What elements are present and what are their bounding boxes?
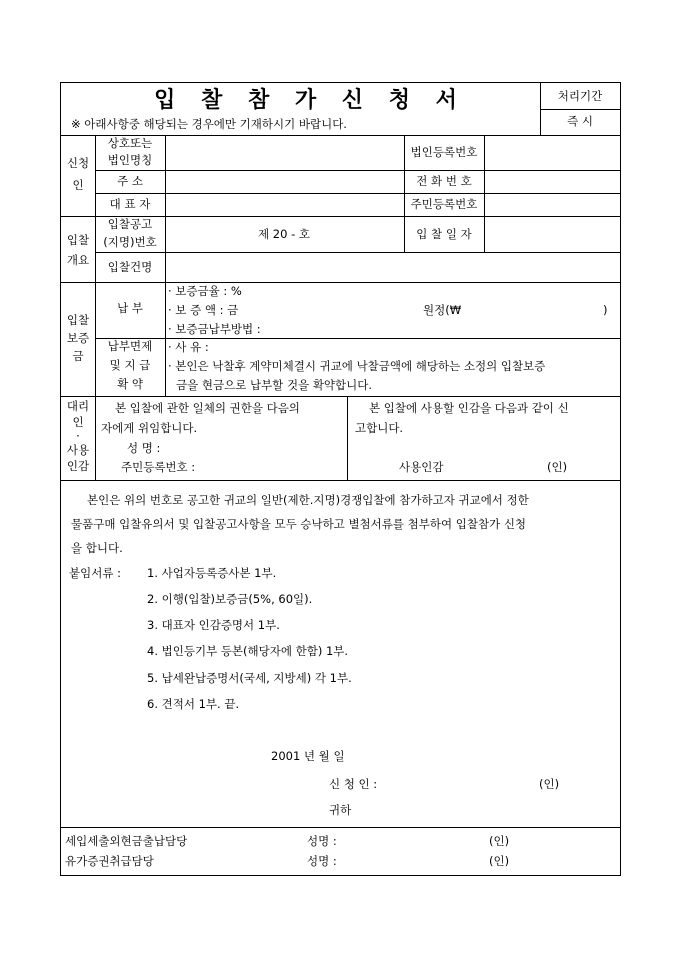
seal-label: 사용인감 xyxy=(399,460,444,474)
officer-label: 유가증권취급담당 xyxy=(65,854,154,868)
deposit-amount-line: · 보 증 액 : 금 xyxy=(168,303,239,317)
divider-footer xyxy=(61,827,620,828)
statement-text: 물품구매 입찰유의서 및 입찰공고사항을 모두 승낙하고 별첨서류를 첨부하여 입찰참가 신청 xyxy=(71,517,527,531)
exemption-label: 확 약 xyxy=(117,377,143,391)
address-label: 주 소 xyxy=(117,174,143,188)
divider xyxy=(95,193,620,194)
addressee: 귀하 xyxy=(329,803,352,817)
payment-label: 납 부 xyxy=(117,301,143,315)
applicant-seal-mark: (인) xyxy=(539,777,560,791)
pledge-line: 금을 현금으로 납부할 것을 확약합니다. xyxy=(176,378,373,392)
proxy-section-label: 사용 xyxy=(66,443,90,457)
delegation-text: 자에게 위임합니다. xyxy=(101,421,198,435)
representative-label: 대 표 자 xyxy=(109,197,151,211)
divider-v xyxy=(95,396,96,480)
pledge-line: · 본인은 낙찰후 계약미체결시 귀교에 낙찰금액에 해당하는 소정의 입찰보증 xyxy=(168,359,546,373)
divider-v xyxy=(484,135,485,252)
date-line: 2001 년 월 일 xyxy=(271,749,345,763)
bid-overview-section-label: 개요 xyxy=(66,253,90,267)
notice-number-value: 제 20 - 호 xyxy=(258,227,310,241)
divider-v xyxy=(95,135,96,396)
officer-name-label: 성명 : xyxy=(307,854,337,868)
application-form xyxy=(60,82,621,876)
applicant-section-label: 신청 xyxy=(66,156,90,170)
attachment-item: 1. 사업자등록증사본 1부. xyxy=(147,566,277,580)
deposit-section-label: 금 xyxy=(72,349,84,363)
divider-v xyxy=(540,83,541,135)
deposit-method-line: · 보증금납부방법 : xyxy=(168,322,261,336)
attachment-item: 6. 견적서 1부. 끝. xyxy=(147,697,240,711)
divider-v xyxy=(165,135,166,396)
officer-seal-mark: (인) xyxy=(489,854,510,868)
proxy-resident-no-label: 주민등록번호 : xyxy=(121,460,196,474)
deposit-section-label: 보증 xyxy=(66,331,90,345)
attachment-item: 4. 법인등기부 등본(해당자에 한함) 1부. xyxy=(147,644,349,658)
deposit-amount-close: ) xyxy=(603,303,608,317)
divider xyxy=(95,338,620,339)
deposit-amount-won: 원정(₩ xyxy=(423,303,462,317)
statement-text: 본인은 위의 번호로 공고한 귀교의 일반(제한.지명)경쟁입찰에 참가하고자 귀교에서 정한 xyxy=(87,493,529,507)
statement-text: 을 합니다. xyxy=(71,541,123,555)
attachment-item: 3. 대표자 인감증명서 1부. xyxy=(147,618,280,632)
company-name-label: 상호또는 xyxy=(107,136,153,150)
attachment-item: 5. 납세완납증명서(국세, 지방세) 각 1부. xyxy=(147,671,352,685)
form-title: 입 찰 참 가 신 청 서 xyxy=(154,87,466,113)
divider xyxy=(95,252,620,253)
divider-v xyxy=(347,396,348,480)
processing-period-label: 처리기간 xyxy=(557,89,603,103)
divider xyxy=(61,396,620,397)
attachment-item: 2. 이행(입찰)보증금(5%, 60일). xyxy=(147,592,313,606)
applicant-section-label: 인 xyxy=(72,178,84,192)
seal-mark: (인) xyxy=(547,460,568,474)
notice-number-label: 입찰공고 xyxy=(107,217,153,231)
processing-period-value: 즉 시 xyxy=(567,114,593,128)
phone-label: 전 화 번 호 xyxy=(416,174,472,188)
reason-line: · 사 유 : xyxy=(168,340,209,354)
divider xyxy=(61,480,620,481)
divider-processing xyxy=(540,109,620,110)
proxy-name-label: 성 명 : xyxy=(127,441,161,455)
proxy-section-label: 인감 xyxy=(66,459,90,473)
corp-reg-no-label: 법인등록번호 xyxy=(410,145,478,159)
bid-name-label: 입찰건명 xyxy=(107,260,153,274)
applicant-signature-label: 신 청 인 : xyxy=(329,777,378,791)
exemption-label: 및 지 급 xyxy=(109,358,151,372)
proxy-section-label: 인 xyxy=(72,415,84,429)
divider xyxy=(61,282,620,283)
divider xyxy=(95,170,620,171)
seal-declaration-text: 고합니다. xyxy=(355,421,404,435)
bid-overview-section-label: 입찰 xyxy=(66,233,90,247)
officer-seal-mark: (인) xyxy=(489,834,510,848)
delegation-text: 본 입찰에 관한 일체의 권한을 다음의 xyxy=(115,401,300,415)
proxy-section-label: · xyxy=(76,429,80,443)
divider-v xyxy=(404,135,405,252)
company-name-label: 법인명칭 xyxy=(107,153,153,167)
notice-number-label: (지명)번호 xyxy=(103,235,157,249)
resident-reg-no-label: 주민등록번호 xyxy=(410,197,478,211)
deposit-rate-line: · 보증금율 : % xyxy=(168,284,242,298)
deposit-section-label: 입찰 xyxy=(66,313,90,327)
bid-date-label: 입 찰 일 자 xyxy=(416,227,472,241)
attachments-label: 붙임서류 : xyxy=(69,566,121,580)
notice-text: ※ 아래사항중 해당되는 경우에만 기재하시기 바랍니다. xyxy=(71,117,347,131)
officer-label: 세입세출외현금출납담당 xyxy=(65,834,188,848)
seal-declaration-text: 본 입찰에 사용할 인감을 다음과 같이 신 xyxy=(369,401,569,415)
officer-name-label: 성명 : xyxy=(307,834,337,848)
exemption-label: 납부면제 xyxy=(107,339,153,353)
proxy-section-label: 대리 xyxy=(66,399,90,413)
